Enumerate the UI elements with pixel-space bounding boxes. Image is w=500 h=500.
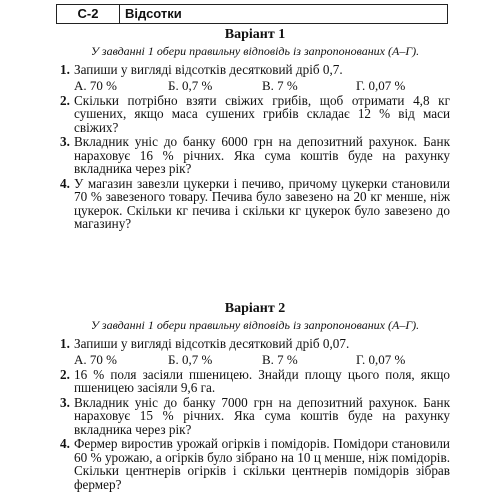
variant-title: Варіант 2 [224, 301, 286, 316]
task-number: 4. [60, 436, 70, 451]
task-number: 1. [60, 62, 70, 77]
task-number: 1. [60, 336, 70, 351]
task-text: Скільки потрібно взяти свіжих грибів, щоб отримати 4,8 кг сушених, якщо маса сушених грибів складає 12 % від маси свіжих? [74, 92, 450, 135]
task-text: 16 % поля засіяли пшеницею. Знайди площу цього поля, якщо пшеницею засіяли 9,6 га. [74, 366, 450, 395]
task-number: 4. [60, 175, 70, 191]
option-d: Г. 0,07 % [356, 77, 406, 93]
option-b: Б. 0,7 % [168, 77, 213, 93]
variant-title: Варіант 1 [224, 27, 286, 42]
task-2 [60, 94, 450, 135]
answer-options [60, 78, 450, 93]
option-a: А. 70 % [74, 351, 117, 367]
task-text: Фермер виростив урожай огірків і помідорів. Помідори становили 60 % урожаю, а огірків було зібрано на 10 ц менше, ніж помідорів. Скільки центнерів огірків і скільки центнерів помідорів зібрав фермер? [74, 436, 450, 492]
task-text: Запиши у вигляді відсотків десятковий дріб 0,7. [74, 62, 343, 77]
option-c: В. 7 % [262, 77, 298, 93]
task-1 [60, 337, 450, 351]
variant-instruction: У завданні 1 обери правильну відповідь із запропонованих (А–Г). [90, 44, 420, 58]
variant-instruction: У завданні 1 обери правильну відповідь із запропонованих (А–Г). [90, 318, 420, 332]
option-d: Г. 0,07 % [356, 351, 406, 367]
worksheet-header [56, 4, 448, 24]
task-4 [60, 437, 450, 491]
task-text: Запиши у вигляді відсотків десятковий дріб 0,07. [74, 336, 350, 351]
task-3 [60, 396, 450, 437]
option-a: А. 70 % [74, 77, 117, 93]
variant-2 [60, 298, 450, 492]
task-number: 3. [60, 134, 70, 149]
task-3 [60, 135, 450, 176]
task-text: Вкладник уніс до банку 6000 грн на депозитний рахунок. Банк нараховує 16 % річних. Яка сума коштів буде на рахунку вкладника через рік? [74, 134, 450, 176]
option-b: Б. 0,7 % [168, 351, 213, 367]
answer-options [60, 352, 450, 367]
worksheet-code: С-2 [57, 5, 120, 23]
task-1 [60, 63, 450, 77]
task-number: 2. [60, 92, 70, 108]
worksheet-title: Відсотки [125, 6, 182, 21]
task-2 [60, 368, 450, 395]
task-list [60, 63, 450, 231]
task-list [60, 337, 450, 491]
task-text: Вкладник уніс до банку 7000 грн на депозитний рахунок. Банк нараховує 15 % річних. Яка сума коштів буде на рахунку вкладника через рік? [74, 394, 450, 437]
task-number: 2. [60, 366, 70, 382]
option-c: В. 7 % [262, 351, 298, 367]
task-text: У магазин завезли цукерки і печиво, причому цукерки становили 70 % завезеного товару. Печива було завезено на 20 кг менше, ніж цукерок. Скільки кг печива і скільки кг цукерок було завезено до магазину? [74, 175, 450, 231]
task-number: 3. [60, 394, 70, 410]
task-4 [60, 177, 450, 231]
variant-1 [60, 24, 450, 232]
